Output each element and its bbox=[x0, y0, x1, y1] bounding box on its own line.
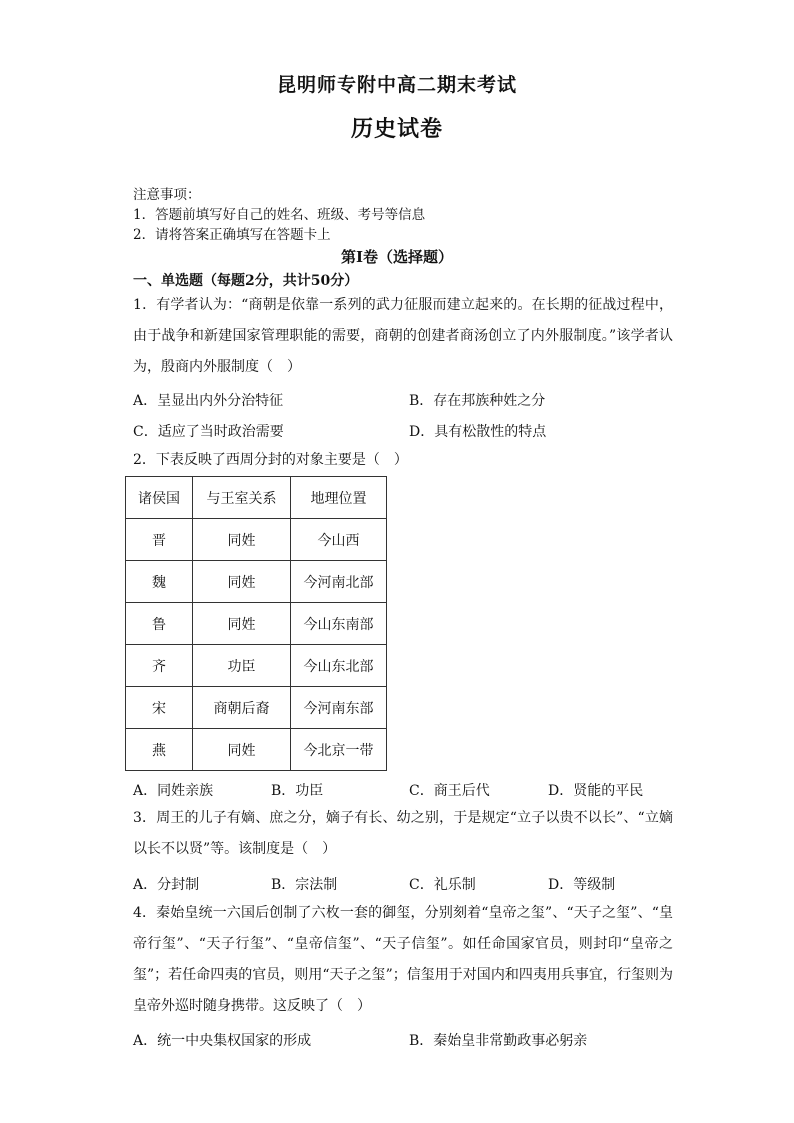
exam-subtitle: 历史试卷 bbox=[350, 116, 443, 142]
table-cell: 魏 bbox=[126, 561, 193, 603]
section-title: 一、单选题（每题2分，共计50分） bbox=[133, 273, 359, 289]
table-header: 地理位置 bbox=[291, 477, 387, 519]
table-cell: 今山东南部 bbox=[291, 603, 387, 645]
option-d: D．具有松散性的特点 bbox=[409, 424, 547, 440]
table-cell: 同姓 bbox=[193, 729, 291, 771]
part-title: 第I卷（选择题） bbox=[340, 248, 454, 266]
table-row bbox=[126, 687, 387, 729]
table-row bbox=[126, 603, 387, 645]
question-3-stem: 3．周王的儿子有嫡、庶之分，嫡子有长、幼之别，于是规定“立子以贵不以长”、“立嫡以长不以贤”等。该制度是（ ） bbox=[133, 810, 673, 857]
table-cell: 商朝后裔 bbox=[193, 687, 291, 729]
option-c: C．礼乐制 bbox=[409, 877, 476, 893]
option-a: A．同姓亲族 bbox=[133, 783, 214, 799]
table-cell: 同姓 bbox=[193, 519, 291, 561]
table-cell: 鲁 bbox=[126, 603, 193, 645]
table-cell: 今河南北部 bbox=[291, 561, 387, 603]
table-cell: 同姓 bbox=[193, 603, 291, 645]
option-b: B．秦始皇非常勤政事必躬亲 bbox=[409, 1033, 588, 1049]
option-c: C．适应了当时政治需要 bbox=[133, 424, 284, 440]
option-b: B．宗法制 bbox=[271, 877, 338, 893]
option-a: A．呈显出内外分治特征 bbox=[133, 393, 284, 409]
notes-heading: 注意事项： bbox=[133, 187, 201, 203]
table-cell: 燕 bbox=[126, 729, 193, 771]
table-header-row bbox=[126, 477, 387, 519]
table-cell: 今北京一带 bbox=[291, 729, 387, 771]
table-cell: 今河南东部 bbox=[291, 687, 387, 729]
table-header: 与王室关系 bbox=[193, 477, 291, 519]
table-cell: 今山西 bbox=[291, 519, 387, 561]
option-a: A．分封制 bbox=[133, 877, 200, 893]
option-a: A．统一中央集权国家的形成 bbox=[133, 1033, 312, 1049]
table-row bbox=[126, 645, 387, 687]
table-cell: 同姓 bbox=[193, 561, 291, 603]
table-cell: 晋 bbox=[126, 519, 193, 561]
table-header: 诸侯国 bbox=[126, 477, 193, 519]
option-b: B．功臣 bbox=[271, 783, 324, 799]
table-cell: 齐 bbox=[126, 645, 193, 687]
notes-item: 2．请将答案正确填写在答题卡上 bbox=[133, 227, 331, 243]
notes-block bbox=[133, 185, 425, 245]
table-cell: 今山东北部 bbox=[291, 645, 387, 687]
table-row bbox=[126, 561, 387, 603]
question-1-stem: 1．有学者认为：“商朝是依靠一系列的武力征服而建立起来的。在长期的征战过程中，由于战争和新建国家管理职能的需要，商朝的创建者商汤创立了内外服制度。”该学者认为，殷商内外服制度（ ） bbox=[133, 297, 673, 375]
table-cell: 功臣 bbox=[193, 645, 291, 687]
table-cell: 宋 bbox=[126, 687, 193, 729]
question-4-stem: 4．秦始皇统一六国后创制了六枚一套的御玺，分别刻着“皇帝之玺”、“天子之玺”、“皇帝行玺”、“天子行玺”、“皇帝信玺”、“天子信玺”。如任命国家官员，则封印“皇帝之玺”；若任命四夷的官员，则用“天子之玺”；信玺用于对国内和四夷用兵事宜，行玺则为皇帝外巡时随身携带。这反映了（ ） bbox=[133, 905, 673, 1014]
notes-item: 1．答题前填写好自己的姓名、班级、考号等信息 bbox=[133, 207, 426, 223]
fief-table bbox=[125, 476, 387, 771]
option-b: B．存在邦族种姓之分 bbox=[409, 393, 546, 409]
option-d: D．贤能的平民 bbox=[548, 783, 644, 799]
option-d: D．等级制 bbox=[548, 877, 616, 893]
option-c: C．商王后代 bbox=[409, 783, 490, 799]
exam-title: 昆明师专附中高二期末考试 bbox=[276, 74, 517, 96]
table-row bbox=[126, 729, 387, 771]
table-row bbox=[126, 519, 387, 561]
question-2-stem: 2．下表反映了西周分封的对象主要是（ ） bbox=[133, 452, 408, 468]
